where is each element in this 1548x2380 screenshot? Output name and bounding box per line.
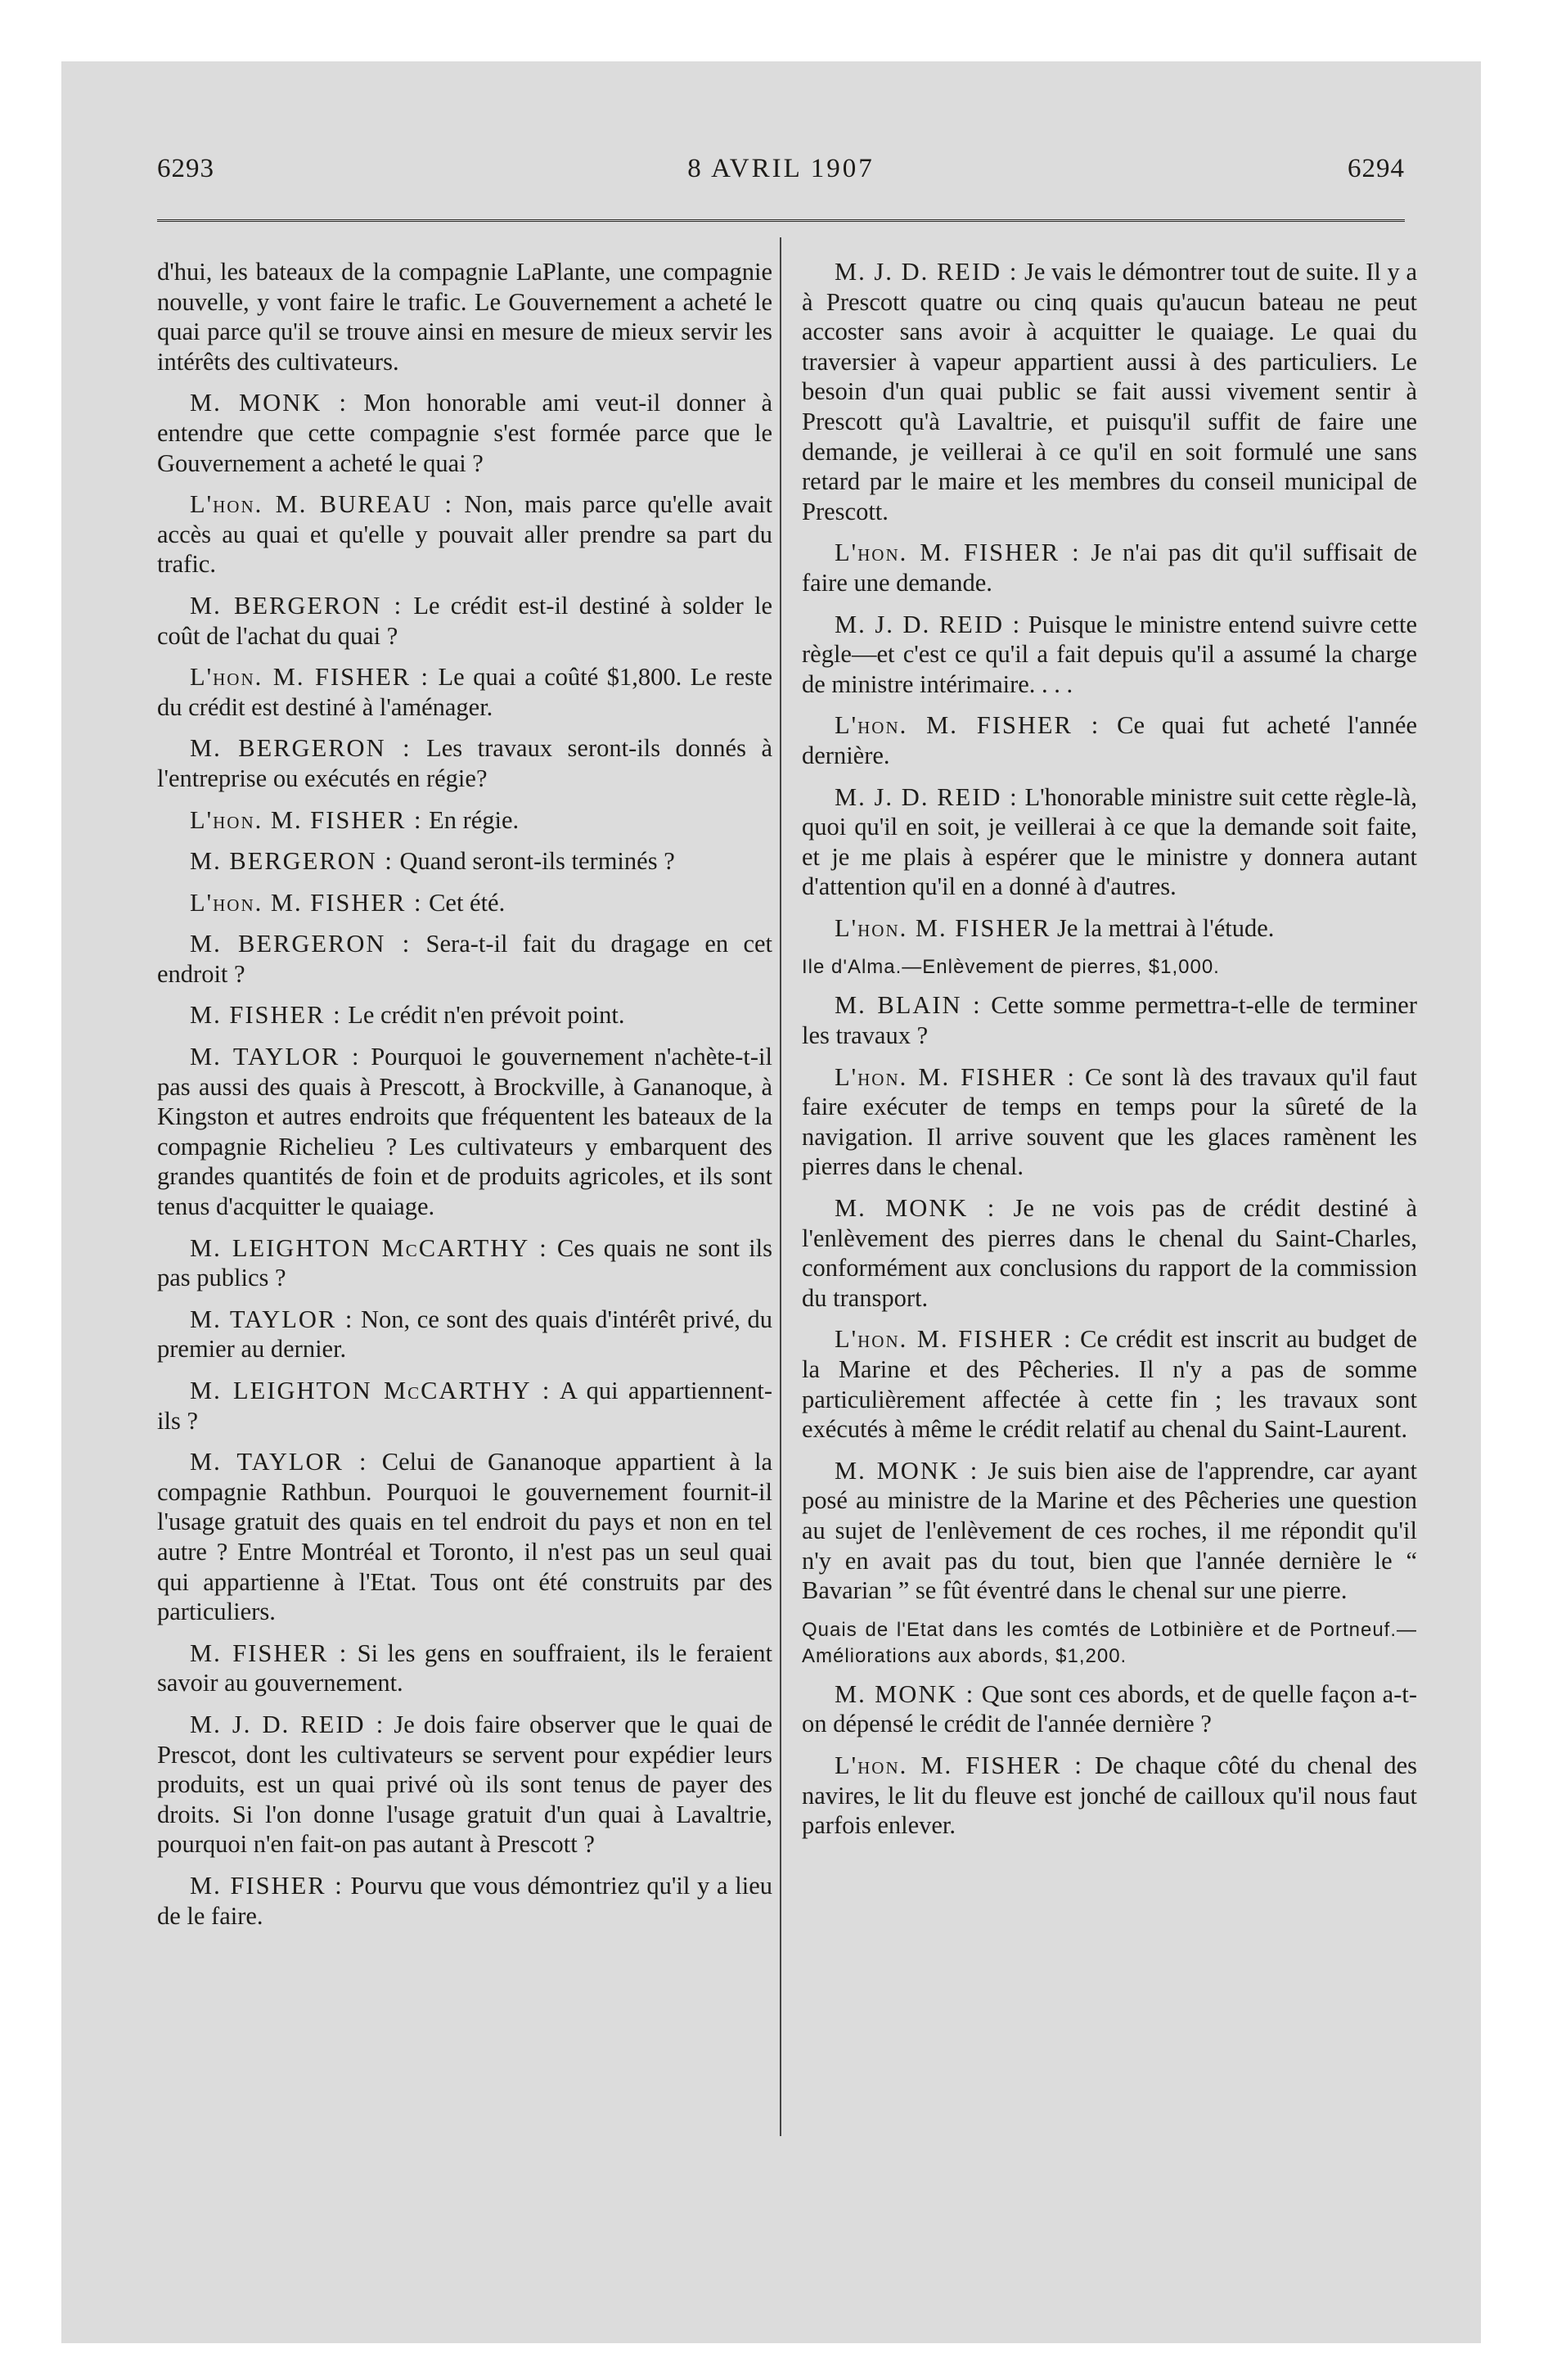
header-rule bbox=[157, 219, 1405, 225]
speech-text: Sera-t-il fait du dragage en cet endroit ? bbox=[157, 930, 772, 988]
speech-paragraph bbox=[157, 1639, 772, 1698]
speech-paragraph bbox=[157, 1042, 772, 1222]
speech-paragraph bbox=[157, 1233, 772, 1293]
left-column bbox=[157, 257, 772, 1942]
speech-text: Je dois faire observer que le quai de Prescot, dont les cultivateurs se servent pour expédier leurs produits, est un quai privé où ils sont tenus de payer des droits. Si l'on donne l'usage gratuit d'un quai à Lavaltrie, pourquoi n'en fait-on pas autant à Prescott ? bbox=[157, 1710, 772, 1859]
speaker-name: L'hon. M. FISHER : bbox=[835, 1325, 1073, 1354]
right-column bbox=[802, 257, 1417, 1852]
speaker-name: M. BLAIN : bbox=[835, 991, 982, 1020]
speech-text: Puisque le ministre entend suivre cette règle—et c'est ce qu'il a fait depuis qu'il a assumé la charge de ministre intérimaire. . . . bbox=[802, 610, 1417, 698]
speaker-name: L'hon. M. FISHER : bbox=[835, 711, 1100, 740]
speech-paragraph bbox=[157, 662, 772, 722]
speech-paragraph bbox=[802, 257, 1417, 526]
speaker-name: M. TAYLOR : bbox=[190, 1448, 368, 1476]
speech-paragraph bbox=[157, 489, 772, 579]
speech-paragraph bbox=[802, 913, 1417, 944]
vote-heading: Ile d'Alma.—Enlèvement de pierres, $1,000. bbox=[802, 956, 1220, 979]
speaker-name: M. BERGERON : bbox=[190, 591, 403, 620]
speech-text: L'honorable ministre suit cette règle-là, quoi qu'il en soit, je veillerai à ce que la demande soit faite, et je me plais à espérer que le ministre y donnera autant d'attention qu'il en a donné à d'autres. bbox=[802, 782, 1418, 901]
speech-text: Que sont ces abords, et de quelle façon a-t-on dépensé le crédit de l'année dernière ? bbox=[802, 1679, 1418, 1738]
speech-paragraph bbox=[802, 710, 1417, 770]
speech-text: Ces quais ne sont ils pas publics ? bbox=[157, 1233, 772, 1292]
speech-paragraph bbox=[802, 990, 1417, 1050]
speech-text: De chaque côté du chenal des navires, le lit du fleuve est jonché de cailloux qu'il nous faut parfois enlever. bbox=[802, 1751, 1417, 1840]
speech-text: Je la mettrai à l'étude. bbox=[1056, 913, 1275, 942]
speech-paragraph bbox=[157, 1447, 772, 1627]
speech-text: Les travaux seront-ils donnés à l'entreprise ou exécutés en régie? bbox=[157, 734, 772, 792]
speech-text: Le quai a coûté $1,800. Le reste du crédit est destiné à l'aménager. bbox=[157, 663, 772, 721]
speech-paragraph bbox=[802, 1751, 1417, 1841]
speech-text: Ce sont là des travaux qu'il faut faire exécuter de temps en temps pour la sûreté de la navigation. Il arrive souvent que les glaces ramènent les pierres dans le chenal. bbox=[802, 1062, 1417, 1181]
page-header bbox=[157, 154, 1405, 195]
speaker-name: M. FISHER : bbox=[190, 1001, 342, 1030]
speaker-name: L'hon. M. FISHER : bbox=[835, 539, 1081, 567]
speech-paragraph bbox=[802, 1679, 1417, 1739]
speaker-name: L'hon. M. FISHER : bbox=[190, 663, 430, 692]
speech-text: Quand seront-ils terminés ? bbox=[399, 847, 675, 876]
speaker-name: M. BERGERON : bbox=[190, 930, 412, 958]
page-title: 8 AVRIL 1907 bbox=[687, 154, 875, 183]
speaker-name: M. MONK : bbox=[835, 1194, 997, 1223]
speech-paragraph bbox=[157, 1000, 772, 1030]
speech-text: Je suis bien aise de l'apprendre, car ayant posé au ministre de la Marine et des Pêcheries une question au sujet de l'enlèvement de ces roches, il me répondit qu'il n'y en avait pas du tout, bien que l'année dernière le “ Bavarian ” se fût éventré dans le chenal sur une pierre. bbox=[802, 1456, 1418, 1605]
speech-text: En régie. bbox=[429, 805, 520, 834]
speaker-name: M. FISHER : bbox=[190, 1639, 349, 1667]
speaker-name: M. MONK : bbox=[190, 389, 349, 417]
speaker-name: L'hon. M. FISHER : bbox=[190, 805, 423, 834]
speech-paragraph bbox=[802, 1193, 1417, 1313]
speech-text: Le crédit est-il destiné à solder le coût de l'achat du quai ? bbox=[157, 591, 772, 650]
page-number-left: 6293 bbox=[157, 154, 214, 183]
speech-paragraph bbox=[157, 1305, 772, 1364]
speech-text: Cette somme permettra-t-elle de terminer les travaux ? bbox=[802, 991, 1417, 1050]
speech-text: Celui de Gananoque appartient à la compagnie Rathbun. Pourquoi le gouvernement fournit-il l'usage gratuit des quais en tel endroit du pays et non en tel autre ? Entre Montréal et Toronto, il n'est pas un seul quai qui appartienne à l'Etat. Tous ont été construits par des particuliers. bbox=[157, 1448, 773, 1626]
vote-heading: Quais de l'Etat dans les comtés de Lotbinière et de Portneuf.—Améliorations aux abords, $1,200. bbox=[802, 1618, 1417, 1667]
speech-paragraph bbox=[802, 610, 1417, 700]
speech-paragraph bbox=[157, 1871, 772, 1931]
speaker-name: M. MONK : bbox=[835, 1456, 979, 1485]
speech-paragraph bbox=[157, 733, 772, 793]
speech-text: A qui appartiennent-ils ? bbox=[157, 1377, 772, 1435]
speech-paragraph bbox=[157, 888, 772, 918]
speaker-name: L'hon. M. FISHER : bbox=[190, 888, 423, 917]
speech-text: Ce quai fut acheté l'année dernière. bbox=[802, 711, 1417, 769]
speech-text: Non, ce sont des quais d'intérêt privé, du premier au dernier. bbox=[157, 1305, 772, 1364]
speaker-name: M. BERGERON : bbox=[190, 847, 394, 876]
speech-text: Non, mais parce qu'elle avait accès au quai et qu'elle y pouvait aller prendre sa part du trafic. bbox=[157, 490, 772, 579]
speech-paragraph bbox=[157, 805, 772, 836]
speech-paragraph bbox=[157, 1376, 772, 1436]
speech-text: d'hui, les bateaux de la compagnie LaPlante, une compagnie nouvelle, y vont faire le trafic. Le Gouvernement a acheté le quai parce qu'il se trouve ainsi en mesure de mieux servir les intérêts des cultivateurs. bbox=[157, 258, 772, 376]
speech-text: Je n'ai pas dit qu'il suffisait de faire une demande. bbox=[802, 539, 1417, 597]
speech-text: Pourvu que vous démontriez qu'il y a lieu de le faire. bbox=[157, 1871, 773, 1930]
page-number-right: 6294 bbox=[1348, 154, 1405, 183]
speaker-name: L'hon. M. FISHER : bbox=[835, 1062, 1076, 1091]
speech-paragraph bbox=[157, 591, 772, 651]
speaker-name: M. J. D. REID : bbox=[835, 782, 1019, 811]
speaker-name: M. BERGERON : bbox=[190, 734, 412, 763]
speaker-name: M. TAYLOR : bbox=[190, 1305, 354, 1333]
speech-paragraph bbox=[802, 782, 1417, 902]
speech-paragraph bbox=[157, 388, 772, 478]
speech-paragraph bbox=[802, 1324, 1417, 1444]
speaker-name: M. TAYLOR : bbox=[190, 1043, 361, 1071]
speaker-name: M. LEIGHTON McCARTHY : bbox=[190, 1377, 551, 1404]
speech-paragraph bbox=[157, 257, 772, 376]
speaker-name: L'hon. M. FISHER : bbox=[835, 1751, 1083, 1779]
speaker-name: M. LEIGHTON McCARTHY : bbox=[190, 1233, 548, 1262]
speech-text: Cet été. bbox=[429, 888, 506, 917]
speech-paragraph bbox=[802, 538, 1417, 597]
speech-paragraph bbox=[802, 1456, 1417, 1606]
speech-paragraph bbox=[157, 1710, 772, 1859]
speech-paragraph bbox=[157, 846, 772, 877]
speaker-name: L'hon. M. FISHER bbox=[835, 913, 1051, 942]
speech-text: Mon honorable ami veut-il donner à entendre que cette compagnie s'est formée parce que le Gouvernement a acheté le quai ? bbox=[157, 389, 773, 477]
speech-text: Je vais le démontrer tout de suite. Il y a à Prescott quatre ou cinq quais qu'aucun bateau ne peut accoster sans avoir à acquitter le quaiage. Le quai du traversier à vapeur appartient aussi à des particuliers. Le besoin d'un quai public se fait aussi vivement sentir à Prescott qu'à Lavaltrie, et puisqu'il suffit de faire une demande, je veillerai à ce qu'il en soit formulé une sans retard par le maire et les membres du conseil municipal de Prescott. bbox=[802, 258, 1417, 525]
speech-text: Le crédit n'en prévoit point. bbox=[348, 1001, 625, 1030]
speech-text: Ce crédit est inscrit au budget de la Marine et des Pêcheries. Il n'y a pas de somme particulièrement affectée à cette fin ; les travaux sont exécutés à même le crédit relatif au chenal du Saint-Laurent. bbox=[802, 1325, 1418, 1444]
speaker-name: M. FISHER : bbox=[190, 1871, 344, 1900]
speaker-name: L'hon. M. BUREAU : bbox=[190, 490, 454, 519]
speech-text: Si les gens en souffraient, ils le feraient savoir au gouvernement. bbox=[157, 1639, 772, 1697]
speech-paragraph bbox=[157, 929, 772, 989]
speech-text: Pourquoi le gouvernement n'achète-t-il pas aussi des quais à Prescott, à Brockville, à Gananoque, à Kingston et autres endroits que fréquentent les bateaux de la compagnie Richelieu ? Les cultivateurs y embarquent des grandes quantités de foin et de produits agricoles, et ils sont tenus d'acquitter le quaiage. bbox=[157, 1043, 772, 1221]
speaker-name: M. J. D. REID : bbox=[190, 1710, 385, 1738]
column-divider bbox=[780, 237, 781, 2136]
speaker-name: M. J. D. REID : bbox=[835, 610, 1022, 638]
speaker-name: M. MONK : bbox=[835, 1679, 975, 1708]
speech-text: Je ne vois pas de crédit destiné à l'enlèvement des pierres dans le chenal du Saint-Charles, conformément aux conclusions du rapport de la commission du transport. bbox=[802, 1194, 1418, 1312]
speaker-name: M. J. D. REID : bbox=[835, 258, 1019, 286]
speech-paragraph bbox=[802, 1062, 1417, 1182]
